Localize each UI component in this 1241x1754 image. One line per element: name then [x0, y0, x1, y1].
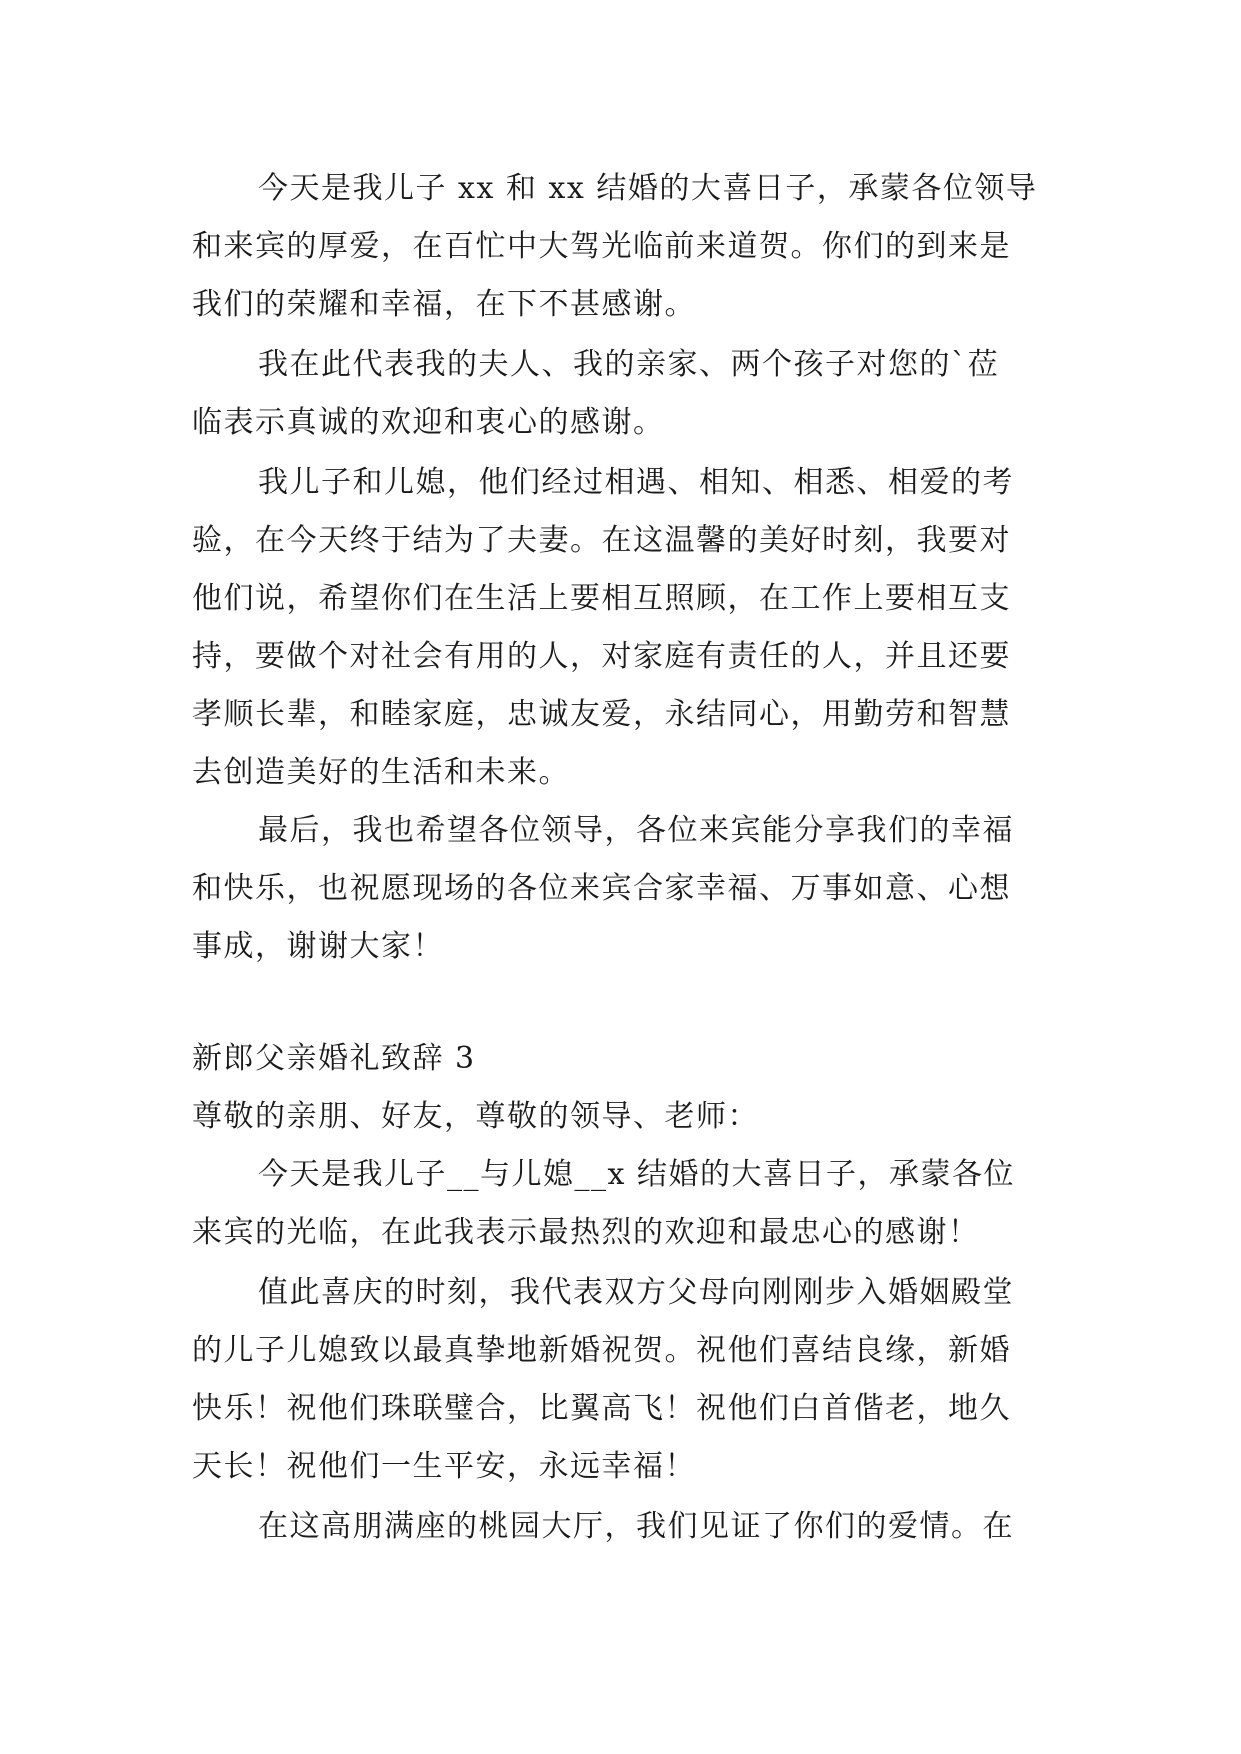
paragraph-line: 来宾的光临，在此我表示最热烈的欢迎和最忠心的感谢！: [192, 1215, 980, 1250]
paragraph-line: 最后，我也希望各位领导，各位来宾能分享我们的幸福: [258, 813, 1014, 848]
paragraph-line: 持，要做个对社会有用的人，对家庭有责任的人，并且还要: [192, 639, 1011, 674]
paragraph: [192, 1264, 1052, 1496]
paragraph-line: 他们说，希望你们在生活上要相互照顾，在工作上要相互支: [192, 581, 1011, 616]
paragraph-line: 我儿子和儿媳，他们经过相遇、相知、相悉、相爱的考: [258, 465, 1014, 500]
paragraph-line: 验，在今天终于结为了夫妻。在这温馨的美好时刻，我要对: [192, 523, 1011, 558]
paragraph: [192, 1146, 1052, 1262]
paragraph: [192, 1498, 1052, 1556]
paragraph-line: 快乐！祝他们珠联璧合，比翼高飞！祝他们白首偕老，地久: [192, 1391, 1011, 1426]
section-title: 新郎父亲婚礼致辞 3: [192, 1041, 476, 1076]
paragraph-line: 事成，谢谢大家！: [192, 929, 444, 964]
paragraph-line: 的儿子儿媳致以最真挚地新婚祝贺。祝他们喜结良缘，新婚: [192, 1333, 1011, 1368]
paragraph: [192, 454, 1052, 802]
paragraph-line: 和快乐，也祝愿现场的各位来宾合家幸福、万事如意、心想: [192, 871, 1011, 906]
paragraph-line: 我在此代表我的夫人、我的亲家、两个孩子对您的`莅: [258, 347, 999, 382]
paragraph-line: 值此喜庆的时刻，我代表双方父母向刚刚步入婚姻殿堂: [258, 1275, 1014, 1310]
paragraph-line: 在这高朋满座的桃园大厅，我们见证了你们的爱情。在: [258, 1509, 1014, 1544]
paragraph-line: 临表示真诚的欢迎和衷心的感谢。: [192, 405, 665, 440]
salutation: 尊敬的亲朋、好友，尊敬的领导、老师：: [192, 1099, 759, 1134]
paragraph-line: 孝顺长辈，和睦家庭，忠诚友爱，永结同心，用勤劳和智慧: [192, 697, 1011, 732]
paragraph: [192, 160, 1052, 334]
paragraph: [192, 802, 1052, 976]
paragraph-line: 天长！祝他们一生平安，永远幸福！: [192, 1449, 696, 1484]
paragraph-line: 去创造美好的生活和未来。: [192, 755, 570, 790]
paragraph-line: 和来宾的厚爱，在百忙中大驾光临前来道贺。你们的到来是: [192, 229, 1011, 264]
paragraph-line: 今天是我儿子 xx 和 xx 结婚的大喜日子，承蒙各位领导: [258, 171, 1038, 206]
paragraph: [192, 336, 1052, 452]
paragraph-line: 今天是我儿子__与儿媳__x 结婚的大喜日子，承蒙各位: [258, 1157, 1015, 1192]
paragraph-line: 我们的荣耀和幸福，在下不甚感谢。: [192, 287, 696, 322]
